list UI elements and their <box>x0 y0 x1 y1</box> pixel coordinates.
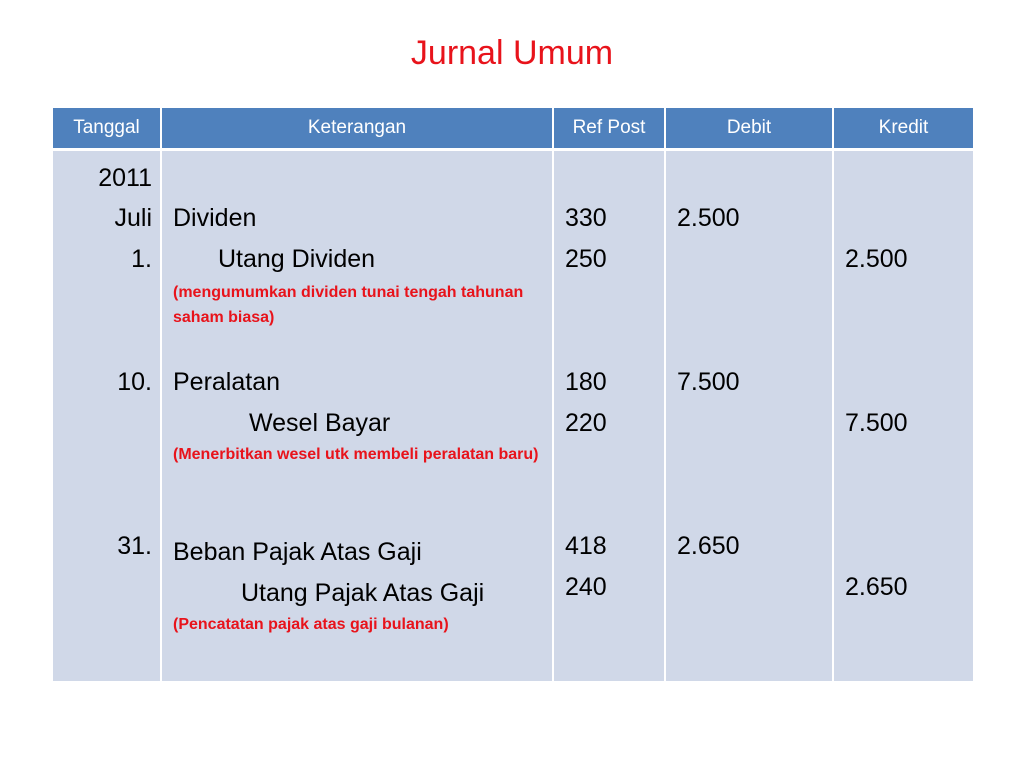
date-day-1: 1. <box>131 245 152 273</box>
entry-1-note: (mengumumkan dividen tunai tengah tahunan saham biasa) <box>173 284 524 326</box>
cell-debit <box>665 150 833 682</box>
entry-3-note: (Pencatatan pajak atas gaji bulanan) <box>173 616 449 633</box>
entry-1-credit-account: Utang Dividen <box>218 245 376 273</box>
entry-3-ref-credit: 240 <box>565 573 607 601</box>
entry-2-credit-account: Wesel Bayar <box>249 409 391 437</box>
entry-1-debit-account: Dividen <box>173 204 257 232</box>
date-year: 2011 <box>98 164 152 192</box>
entry-3-debit: 2.650 <box>677 532 740 560</box>
cell-keterangan <box>161 150 553 682</box>
entry-3-ref-debit: 418 <box>565 532 607 560</box>
date-month: Juli <box>114 204 152 232</box>
entry-1-ref-debit: 330 <box>565 204 607 232</box>
header-keterangan: Keterangan <box>161 108 553 150</box>
header-debit: Debit <box>665 108 833 150</box>
entry-2-kredit: 7.500 <box>845 409 908 437</box>
header-tanggal: Tanggal <box>52 108 161 150</box>
entry-2-ref-debit: 180 <box>565 368 607 396</box>
journal-table <box>51 108 975 681</box>
entry-1-ref-credit: 250 <box>565 245 607 273</box>
page-title: Jurnal Umum <box>410 34 614 72</box>
cell-kredit <box>833 150 974 682</box>
table-row <box>52 150 974 682</box>
entry-1-debit: 2.500 <box>677 204 740 232</box>
cell-ref-post <box>553 150 665 682</box>
entry-2-ref-credit: 220 <box>565 409 607 437</box>
entry-3-credit-account: Utang Pajak Atas Gaji <box>241 579 485 607</box>
date-day-31: 31. <box>117 532 152 560</box>
entry-3-debit-account: Beban Pajak Atas Gaji <box>173 538 422 566</box>
entry-2-debit-account: Peralatan <box>173 368 281 396</box>
entry-2-debit: 7.500 <box>677 368 740 396</box>
entry-3-kredit: 2.650 <box>845 573 908 601</box>
header-kredit: Kredit <box>833 108 974 150</box>
date-day-10: 10. <box>117 368 152 396</box>
table-header-row <box>52 108 974 150</box>
cell-tanggal <box>52 150 161 682</box>
header-ref-post: Ref Post <box>553 108 665 150</box>
entry-2-note: (Menerbitkan wesel utk membeli peralatan baru) <box>173 446 539 463</box>
entry-1-kredit: 2.500 <box>845 245 908 273</box>
